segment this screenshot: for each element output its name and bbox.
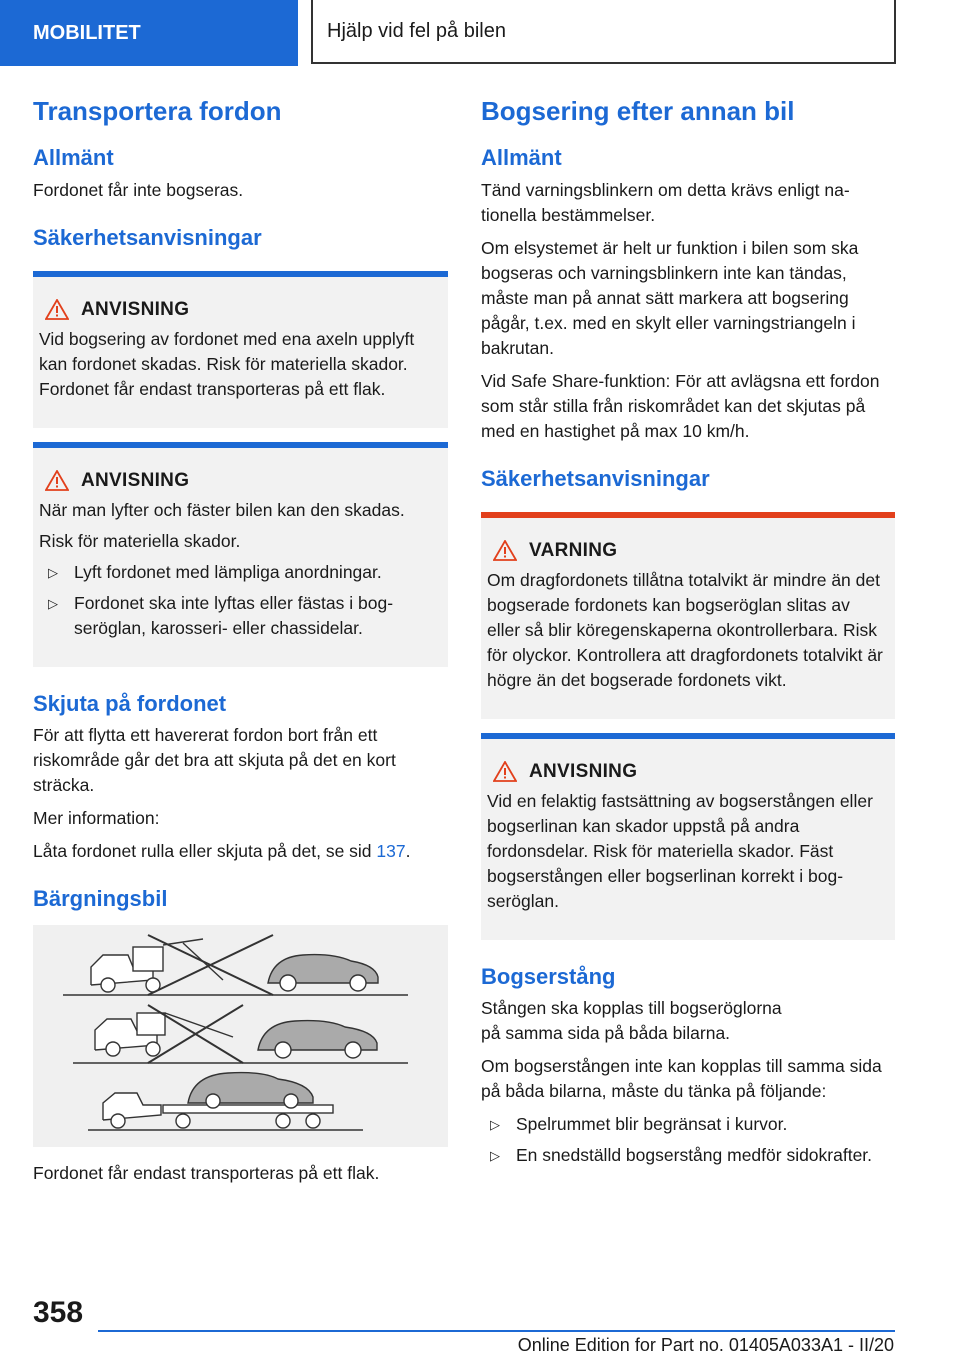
push-heading: Skjuta på fordonet: [33, 690, 227, 716]
footer-divider: [98, 1330, 895, 1332]
warning-triangle-icon: [45, 299, 69, 320]
safety-heading: Säkerhetsanvisningar: [33, 224, 262, 250]
list-item: ▷ Fordonet ska inte lyftas eller fästas i bogseröglan, karosseri- eller chassidelar.: [48, 592, 394, 638]
bullet-list: [39, 560, 440, 641]
towbar-heading: Bogserstång: [481, 963, 616, 989]
tow-truck-heading: Bärgningsbil: [33, 886, 168, 912]
notice-text: Risk för materiella skador.: [39, 530, 241, 551]
triangle-right-icon: ▷: [48, 564, 58, 580]
more-info-label: Mer information:: [33, 808, 160, 829]
notice-box: [481, 733, 895, 940]
roll-text: Låta fordonet rulla eller skjuta på det, se sid 137.: [33, 841, 411, 862]
warning-triangle-icon: [45, 470, 69, 491]
towing-illustration: [33, 925, 448, 1147]
triangle-right-icon: ▷: [490, 1117, 500, 1133]
notice-text: Vid en felaktig fastsättning av bogserstången eller bogserlinan kan skador uppstå på andra fordonsdelar. Risk för materiella skador. Fäst bogserstången eller bogserlinan korrekt i bogseröglan.: [487, 790, 873, 911]
warning-title: VARNING: [529, 539, 618, 561]
safety-heading: Säkerhetsanvisningar: [481, 465, 710, 491]
bullet-list: [481, 1112, 895, 1168]
paragraph: Tänd varningsblinkern om detta krävs enligt nationella bestämmelser.: [481, 179, 850, 225]
notice-title: ANVISNING: [81, 298, 190, 320]
paragraph: Stången ska kopplas till bogseröglorna på samma sida på båda bilarna.: [481, 998, 782, 1044]
left-column: [33, 96, 448, 1194]
page-link[interactable]: 137: [376, 841, 406, 862]
page-header: [0, 0, 960, 66]
list-item: ▷ Spelrummet blir begränsat i kurvor.: [481, 1112, 895, 1137]
paragraph: Vid Safe Share-funktion: För att avlägsna ett fordon som står stilla från riskområdet kan det skjutas på med en hastighet på max 10 km/h.: [481, 370, 880, 441]
list-item: ▷ En snedställd bogserstång medför sidokrafter.: [481, 1143, 895, 1168]
warning-triangle-icon: [493, 540, 517, 561]
paragraph: Om bogserstången inte kan kopplas till samma sida på båda bilarna, måste du tänka på följande:: [481, 1056, 882, 1102]
notice-box: [33, 442, 448, 667]
general-heading: Allmänt: [33, 145, 114, 171]
edition-text: Online Edition for Part no. 01405A033A1 - II/20: [517, 1335, 894, 1355]
list-item: ▷ Lyft fordonet med lämpliga anordningar.: [39, 560, 440, 585]
notice-text: Vid bogsering av fordonet med ena axeln upplyft kan fordonet skadas. Risk för materiella skador. Fordonet får endast transporteras på ett flak.: [39, 328, 415, 399]
notice-text: När man lyfter och fäster bilen kan den skadas.: [39, 499, 405, 520]
general-text: Fordonet får inte bogseras.: [33, 179, 244, 200]
warning-triangle-icon: [493, 761, 517, 782]
triangle-right-icon: ▷: [490, 1148, 500, 1164]
triangle-right-icon: ▷: [48, 595, 58, 611]
notice-title: ANVISNING: [529, 760, 638, 782]
page-number: 358: [33, 1296, 84, 1329]
notice-title: ANVISNING: [81, 469, 190, 491]
warning-box: [481, 512, 895, 719]
push-text: För att flytta ett havererat fordon bort från ett riskområde går det bra att skjuta på det en kort sträcka.: [33, 725, 396, 796]
paragraph: Om elsystemet är helt ur funktion i bilen som ska bogseras och varningsblinkern inte kan tändas, måste man på annat sätt markera att bogsering pågår, t.ex. med en skylt eller varningstriangeln i bakrutan.: [481, 237, 859, 358]
warning-text: Om dragfordonets tillåtna totalvikt är mindre än det bogserade fordonets kan bogseröglan slitas av eller så blir köregenskaperna okontrollerbara. Risk för olyckor. Kontrollera att dragfordonets totalvikt är högre än det bogserade fordonets vikt.: [487, 569, 883, 690]
section-title: Transportera fordon: [33, 96, 282, 126]
notice-box: [33, 271, 448, 428]
general-heading: Allmänt: [481, 145, 562, 171]
chapter-tab[interactable]: Hjälp vid fel på bilen: [311, 0, 896, 64]
right-column: [481, 96, 895, 1174]
section-tab[interactable]: MOBILITET: [0, 0, 298, 66]
figure-caption: Fordonet får endast transporteras på ett flak.: [33, 1162, 380, 1183]
section-title: Bogsering efter annan bil: [481, 96, 795, 126]
